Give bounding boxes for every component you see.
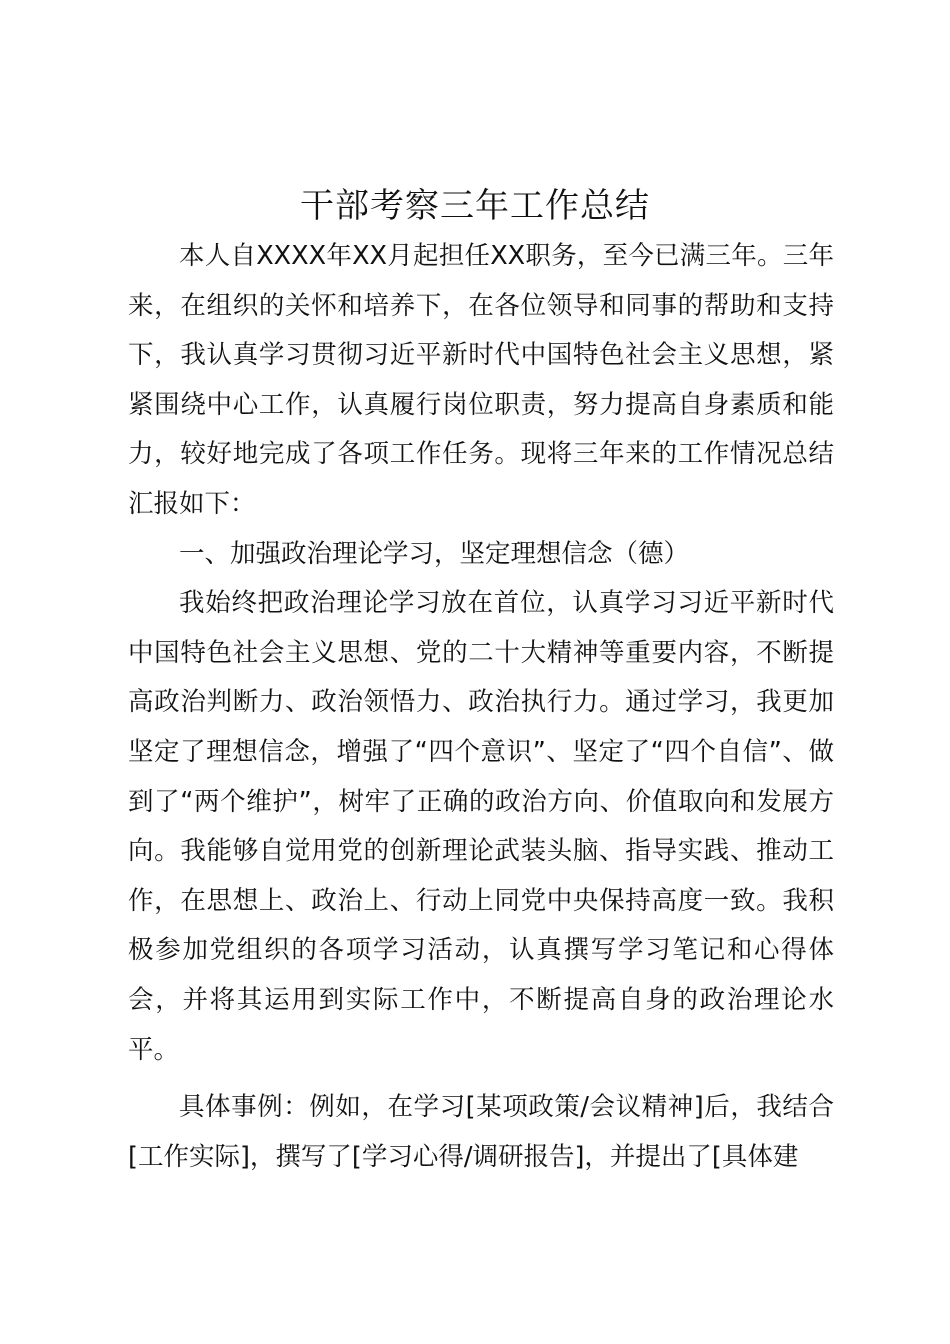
document-body [128,232,834,1182]
section-paragraph: 我始终把政治理论学习放在首位，认真学习习近平新时代中国特色社会主义思想、党的二十大精神等重要内容，不断提高政治判断力、政治领悟力、政治执行力。通过学习，我更加坚定了理想信念，增强了“四个意识”、坚定了“四个自信”、做到了“两个维护”，树牢了正确的政治方向、价值取向和发展方向。我能够自觉用党的创新理论武装头脑、指导实践、推动工作，在思想上、政治上、行动上同党中央保持高度一致。我积极参加党组织的各项学习活动，认真撰写学习笔记和心得体会，并将其运用到实际工作中，不断提高自身的政治理论水平。 [128,588,834,1065]
intro-paragraph: 本人自XXXX年XX月起担任XX职务，至今已满三年。三年来，在组织的关怀和培养下，在各位领导和同事的帮助和支持下，我认真学习贯彻习近平新时代中国特色社会主义思想，紧紧围绕中心工作，认真履行岗位职责，努力提高自身素质和能力，较好地完成了各项工作任务。现将三年来的工作情况总结汇报如下： [128,241,834,519]
document-title: 干部考察三年工作总结 [300,186,650,226]
section-heading: 一、加强政治理论学习，坚定理想信念（德） [179,538,690,569]
example-paragraph: 具体事例：例如，在学习[某项政策/会议精神]后，我结合[工作实际]，撰写了[学习心得/调研报告]，并提出了[具体建 [128,1092,834,1172]
